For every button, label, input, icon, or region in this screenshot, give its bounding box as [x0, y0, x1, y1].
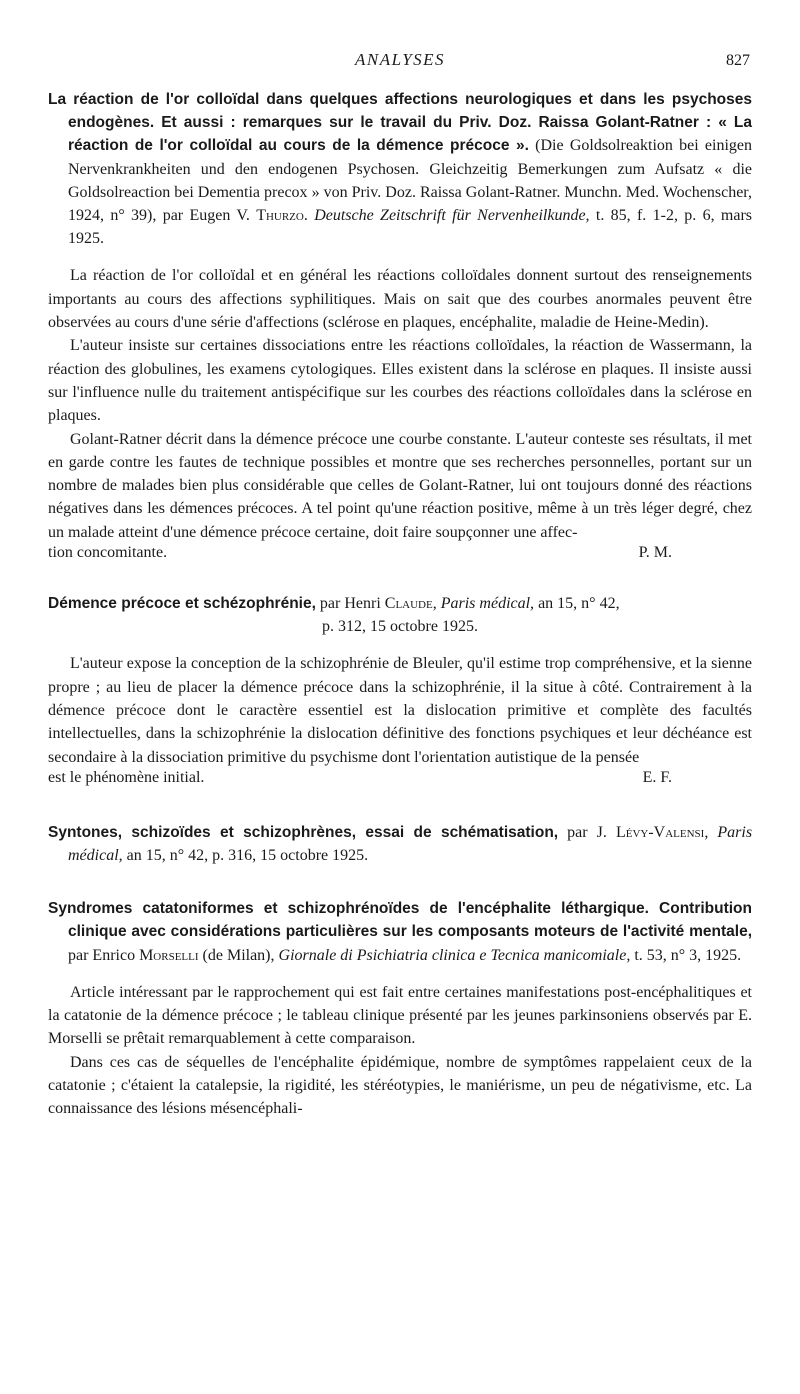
entry-affiliation-4: (de Milan),: [202, 946, 275, 964]
entry-details-4: t. 53, n° 3, 1925.: [634, 946, 742, 964]
review-body-1: [48, 264, 752, 562]
entry-author-4: Morselli: [139, 946, 199, 964]
citation-2: [48, 592, 752, 615]
citation-1: [48, 88, 752, 250]
paragraph: L'auteur expose la conception de la schizophrénie de Bleuler, qu'il estime trop compréhensive, et la sienne propre ; au lieu de placer la démence précoce dans la schizophrénie, il la situe à côté. Contrairement à la démence précoce dont le caractère essentiel est la dislocation primitive et complète des facultés intellectuelles, dans la schizophrénie la dislocation définitive des fonctions psychiques et leur déchéance est secondaire à la dissociation primitive du psychisme dont l'orientation autistique de la pensée: [48, 655, 752, 766]
entry-title-1: La réaction de l'or colloïdal dans quelques affections neurologiques et dans les psychoses endogènes. Et aussi : remarques sur le travail du Priv. Doz. Raissa Golant-Ratner : « La réaction de l'or colloïdal au cours de la démence précoce ».: [48, 91, 752, 155]
citation-2-line2: p. 312, 15 octobre 1925.: [322, 618, 478, 636]
paragraph: Article intéressant par le rapprochement qui est fait entre certaines manifestations post-encéphalitiques et la catatonie de la démence précoce ; le tableau clinique présenté par les jeunes parkinsoniens observés par E. Morselli se prêtait remarquablement à cette comparaison.: [48, 983, 752, 1048]
review-entry-4: [48, 897, 752, 1120]
closing-line-2: [48, 769, 752, 787]
paragraph: Golant-Ratner décrit dans la démence précoce une courbe constante. L'auteur conteste ses résultats, il met en garde contre les fautes de technique possibles et montre que ses recherches personnelles, portant sur un nombre de malades bien plus considérable que celles de Golant-Ratner, lui ont toujours donné des réactions négatives dans les démences précoces. A tel point qu'une réaction positive, même à un très léger degré, chez un malade atteint d'une démence précoce certaine, doit faire soupçonner une affec-: [48, 430, 752, 541]
reviewer-signature-1: P. M.: [638, 543, 672, 561]
closing-text-2: est le phénomène initial.: [48, 768, 205, 786]
closing-line-1: [48, 544, 752, 562]
review-entry-1: [48, 88, 752, 562]
entry-title-4: Syndromes catatoniformes et schizophrénoïdes de l'encéphalite léthargique. Contribution clinique avec considérations particulières sur les composants moteurs de l'activité mentale,: [48, 900, 752, 941]
paragraph: La réaction de l'or colloïdal et en général les réactions colloïdales donnent surtout des renseignements importants au cours des affections syphilitiques. Mais on sait que des courbes anormales peuvent être observées au cours d'une série d'affections (sclérose en plaques, encéphalite, maladie de Heine-Medin).: [48, 267, 752, 332]
entry-author-1: Thurzo.: [256, 207, 308, 225]
paragraph: Dans ces cas de séquelles de l'encéphalite épidémique, nombre de symptômes rappelaient ceux de la catatonie ; c'étaient la catalepsie, la rigidité, les stéréotypies, le maniérisme, un peu de négativisme, etc. La connaissance des lésions mésencéphali-: [48, 1053, 752, 1118]
page-number: 827: [726, 52, 750, 69]
entry-journal-2: Paris médical,: [440, 594, 535, 612]
review-body-4: [48, 981, 752, 1121]
citation-3: [48, 821, 752, 867]
entry-prefix-4: par Enrico: [68, 946, 136, 964]
review-body-2: [48, 652, 752, 786]
entry-details-1b: t. 85, f. 1-2, p. 6, mars 1925.: [68, 207, 753, 248]
running-title: ANALYSES: [354, 50, 446, 69]
closing-text-1: tion concomitante.: [48, 543, 168, 561]
entry-journal-4: Giornale di Psichiatria clinica e Tecnica manicomiale,: [278, 946, 631, 964]
entry-title-3: Syntones, schizoïdes et schizophrènes, essai de schématisation,: [48, 823, 559, 841]
entry-author-2: Claude,: [384, 594, 437, 612]
entry-prefix-3: par J.: [567, 823, 607, 841]
entry-details-3: an 15, n° 42, p. 316, 15 octobre 1925.: [126, 847, 369, 865]
paragraph: L'auteur insiste sur certaines dissociations entre les réactions colloïdales, la réaction de Wassermann, la réaction des globulines, les examens cytologiques. Elles existent dans la sclérose en plaques. Il insiste aussi sur l'influence nulle du traitement antispécifique sur les courbes des réactions colloïdales dans la sclérose en plaques.: [48, 337, 752, 425]
entry-title-2: Démence précoce et schézophrénie,: [48, 594, 316, 612]
entry-author-3: Lévy-Valensi,: [615, 823, 709, 841]
entry-journal-3: Paris médical,: [68, 823, 753, 865]
entry-prefix-2: par Henri: [319, 594, 381, 612]
running-head: [48, 50, 752, 74]
reviewer-signature-2: E. F.: [642, 768, 672, 786]
citation-4: [48, 897, 752, 967]
entry-details-1a: (Die Goldsolreaktion bei einigen Nervenkrankheiten und den endogenen Psychosen. Gleichzeitig Bemerkungen zum Aufsatz « die Goldsolreaction bei Dementia precox » von Priv. Doz. Raissa Golant-Ratner. Munchn. Med. Wochenscher, 1924, n° 39), par Eugen V.: [68, 137, 753, 225]
entry-details-2: an 15, n° 42,: [538, 594, 620, 612]
review-entry-3: [48, 821, 752, 867]
entry-journal-1: Deutsche Zeitschrift für Nervenheilkunde,: [314, 207, 590, 225]
review-entry-2: [48, 592, 752, 787]
